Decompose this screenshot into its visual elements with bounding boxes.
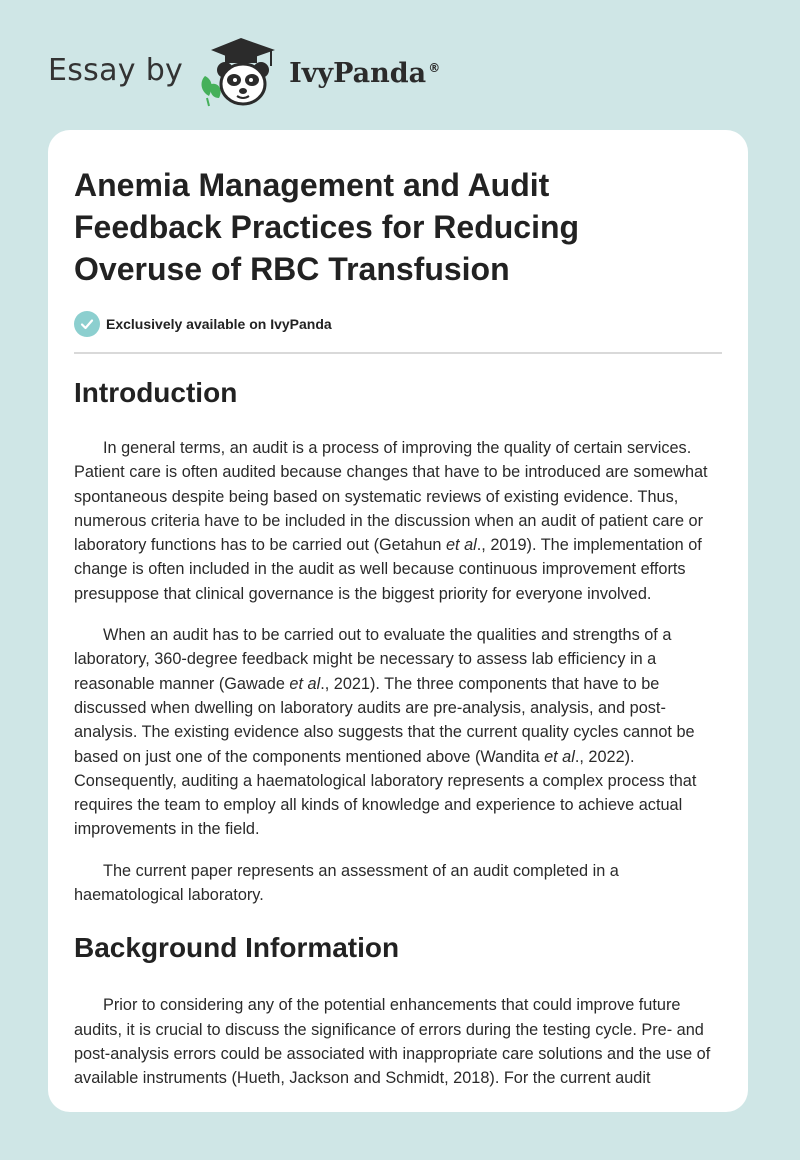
exclusive-badge bbox=[74, 310, 722, 338]
article-card bbox=[48, 130, 748, 1112]
paragraph bbox=[74, 623, 722, 842]
paragraph bbox=[74, 436, 722, 606]
citation-italic: et al bbox=[445, 536, 477, 555]
text-run: ., 2022). Consequently, auditing a haematological laboratory represents a complex process that requires the team to employ all kinds of knowledge and experience to achieve actual improvements in the field. bbox=[74, 747, 697, 839]
citation-italic: et al bbox=[289, 674, 321, 693]
text-run: When an audit has to be carried out to evaluate the qualities and strengths of a laboratory, 360-degree feedback might be necessary to assess lab efficiency in a reasonable manner (Gawade bbox=[74, 626, 672, 693]
header-divider bbox=[74, 352, 722, 354]
site-header bbox=[48, 36, 440, 108]
text-run: ., 2021). The three components that have to be discussed when dwelling on laboratory audits are pre-analysis, analysis, and post-analysis. The existing evidence also suggests that the current quality cycles cannot be based on just one of the components mentioned above (Wandita bbox=[74, 674, 695, 766]
brand-name[interactable] bbox=[289, 58, 440, 89]
panda-graduation-cap-icon[interactable] bbox=[197, 36, 285, 108]
registered-mark: ® bbox=[428, 60, 441, 75]
brand-name-text[interactable]: IvyPanda bbox=[289, 57, 427, 89]
brand-prefix: Essay by bbox=[48, 52, 184, 88]
section-heading-background: Background Information bbox=[74, 932, 400, 964]
check-circle-icon bbox=[74, 311, 100, 337]
paragraph bbox=[74, 993, 722, 1090]
text-run: The current paper represents an assessment of an audit completed in a haematological laboratory. bbox=[74, 861, 619, 905]
citation-italic: et al bbox=[544, 747, 575, 766]
badge-text: Exclusively available on IvyPanda bbox=[106, 316, 332, 332]
text-run: In general terms, an audit is a process of improving the quality of certain services. Patient care is often audited because changes that have to be introduced are somewhat spontaneous despite being based on systematic reviews of existing evidence. Thus, numerous criteria have to be included in the discussion when an audit of patient care or laboratory functions has to be carried out (Getahun bbox=[74, 439, 708, 555]
text-run: ., 2019). The implementation of change is often included in the audit as well because continuous improvement efforts presuppose that clinical governance is the biggest priority for everyone involved. bbox=[74, 536, 702, 603]
article-title: Anemia Management and Audit Feedback Practices for Reducing Overuse of RBC Transfusion bbox=[74, 167, 580, 287]
text-run: Prior to considering any of the potential enhancements that could improve future audits, it is crucial to discuss the significance of errors during the testing cycle. Pre- and post-analysis errors could be associated with inappropriate care solutions and the use of available instruments (Hueth, Jackson and Schmidt, 2018). For the current audit bbox=[74, 996, 711, 1088]
paragraph bbox=[74, 859, 722, 908]
section-heading-introduction: Introduction bbox=[74, 377, 238, 408]
